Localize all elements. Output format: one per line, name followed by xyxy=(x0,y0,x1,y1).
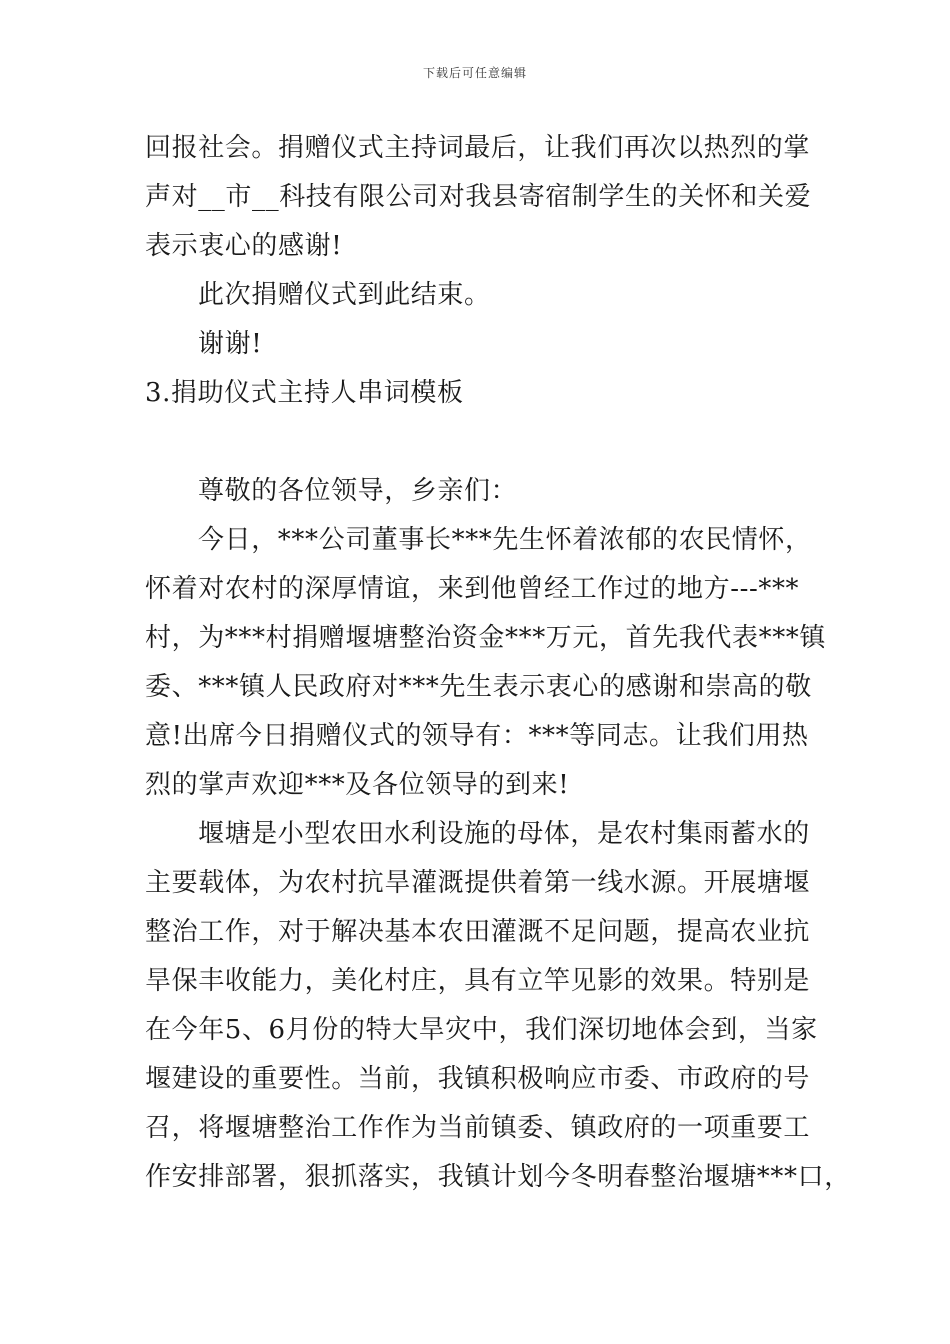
body-line: 此次捐赠仪式到此结束。 xyxy=(198,280,491,310)
body-line: 烈的掌声欢迎***及各位领导的到来! xyxy=(145,770,570,800)
body-line: 作安排部署，狠抓落实，我镇计划今冬明春整治堰塘***口， xyxy=(145,1162,851,1192)
body-line: 堰塘是小型农田水利设施的母体，是农村集雨蓄水的 xyxy=(198,819,810,849)
body-line: 旱保丰收能力，美化村庄，具有立竿见影的效果。特别是 xyxy=(145,966,811,996)
body-line: 整治工作，对于解决基本农田灌溉不足问题，提高农业抗 xyxy=(145,917,811,947)
salutation: 尊敬的各位领导，乡亲们： xyxy=(198,476,518,506)
document-body xyxy=(145,124,851,1202)
section-heading: 3.捐助仪式主持人串词模板 xyxy=(145,378,464,408)
body-line: 表示衷心的感谢! xyxy=(145,231,343,261)
body-line: 今日，***公司董事长***先生怀着浓郁的农民情怀， xyxy=(198,525,812,555)
body-line: 主要载体，为农村抗旱灌溉提供着第一线水源。开展塘堰 xyxy=(145,868,811,898)
body-line: 村，为***村捐赠堰塘整治资金***万元，首先我代表***镇 xyxy=(145,623,827,653)
body-line: 委、***镇人民政府对***先生表示衷心的感谢和崇高的敬 xyxy=(145,672,812,702)
body-line: 召，将堰塘整治工作作为当前镇委、镇政府的一项重要工 xyxy=(145,1113,811,1143)
body-line: 在今年5、6月份的特大旱灾中，我们深切地体会到，当家 xyxy=(145,1015,818,1045)
blank-line xyxy=(145,418,810,467)
body-line: 声对__市__科技有限公司对我县寄宿制学生的关怀和关爱 xyxy=(145,182,812,212)
page-header: 下载后可任意编辑 xyxy=(422,66,527,80)
body-line: 怀着对农村的深厚情谊，来到他曾经工作过的地方---*** xyxy=(145,574,800,604)
body-line: 意!出席今日捐赠仪式的领导有：***等同志。让我们用热 xyxy=(145,721,809,751)
body-line: 谢谢! xyxy=(198,329,263,359)
body-line: 回报社会。捐赠仪式主持词最后，让我们再次以热烈的掌 xyxy=(145,133,811,163)
body-line: 堰建设的重要性。当前，我镇积极响应市委、市政府的号 xyxy=(145,1064,811,1094)
